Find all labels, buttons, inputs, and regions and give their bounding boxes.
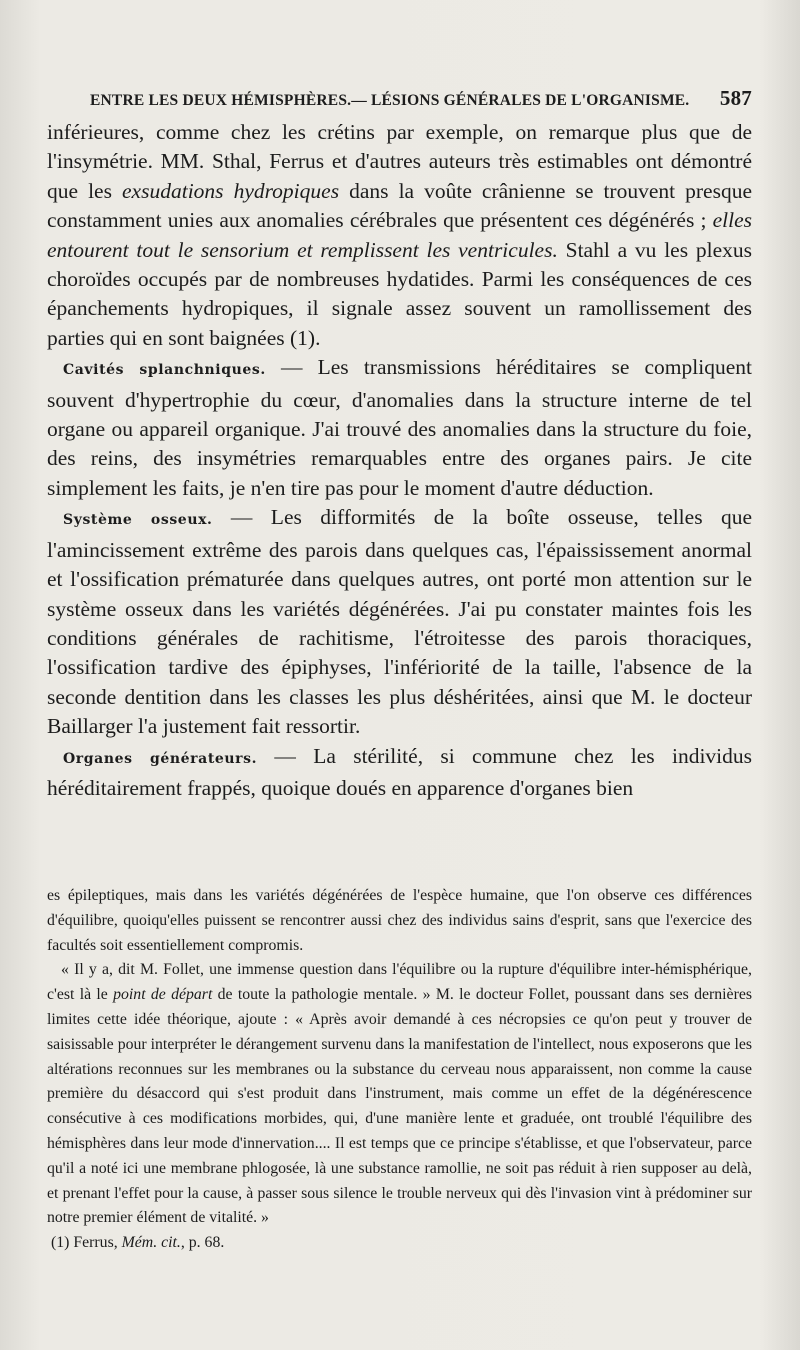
paragraph-systeme-osseux <box>47 503 752 741</box>
page-number: 587 <box>719 86 752 110</box>
page-header <box>90 86 752 111</box>
paragraph-cavites <box>47 353 752 503</box>
text-run: — Les transmissions héréditaires se compliquent souvent d'hypertrophie du cœur, d'anomalies dans la structure interne de tel organe ou appareil organique. J'ai trouvé des anomalies dans la structure du foie, des reins, des insymétries remarquables entre des organes pairs. Je cite simplement les faits, je n'en tire pas pour le moment d'autre déduction. <box>47 355 752 500</box>
section-heading: Système osseux. <box>63 512 213 529</box>
text-run: (1) Ferrus, <box>51 1234 122 1252</box>
italic-phrase: Mém. cit. <box>121 1234 181 1252</box>
text-run: — La stérilité, si commune chez les individus héréditairement frappés, quoique doués en apparence d'organes bien <box>47 743 753 800</box>
italic-phrase: exsudations hydropiques <box>122 178 340 203</box>
text-run: « Il y a, dit M. Follet, une immense question dans l'équilibre ou la rupture d'équilibre inter-hémisphérique, c'est là le <box>47 961 752 1004</box>
footnote-quote <box>47 958 752 1231</box>
running-title: ENTRE LES DEUX HÉMISPHÈRES.— LÉSIONS GÉNÉRALES DE L'ORGANISME. <box>90 92 690 109</box>
text-run: — Les difformités de la boîte osseuse, telles que l'amincissement extrême des parois dans quelques cas, l'épaississement anormal et l'ossification prématurée dans quelques autres, ont porté mon attention sur le système osseux dans les variétés dégénérées. J'ai pu constater maintes fois les conditions générales de rachitisme, l'étroitesse des parois thoraciques, l'ossification tardive des épiphyses, l'infériorité de la taille, l'absence de la seconde dentition dans les classes les plus déshéritées, ainsi que M. le docteur Baillarger l'a justement fait ressortir. <box>47 505 752 739</box>
italic-phrase: point de départ <box>113 986 213 1004</box>
section-heading: Cavités splanchniques. <box>63 362 266 379</box>
footnote-continuation: es épileptiques, mais dans les variétés dégénérées de l'espèce humaine, que l'on observe ces différences d'équilibre, quoiqu'elles puissent se rencontrer aussi chez des individus sains d'esprit, sans que l'exercice des facultés soit essentiellement compromis. <box>47 887 752 954</box>
text-run: Stahl a vu les plexus choroïdes occupés par de nombreuses hydatides. Parmi les conséquences de ces épanchements hydropiques, il signale assez souvent un ramollissement des parties qui en sont baignées (1). <box>47 237 752 350</box>
text-run: dans la voûte crânienne se trouvent presque constamment unies aux anomalies cérébrales que présentent ces dégénérés ; <box>47 178 753 233</box>
text-run: , p. 68. <box>180 1234 225 1252</box>
text-run: de toute la pathologie mentale. » M. le docteur Follet, poussant dans ses dernières limites cette idée théorique, ajoute : « Après avoir demandé à ces nécropsies ce qu'on peut y trouver de saisissable pour interpréter le dérangement survenu dans la manifestation de l'intellect, nous exposerons que les altérations reconnues sur les membranes ou la substance du cerveau nous apparaissent, non comme la cause première du désaccord qui s'est produit dans l'instrument, mais comme un effet de la dégénérescence consécutive à ces modifications morbides, qui, d'une manière lente et graduée, ont troublé l'équilibre des hémisphères dans leur mode d'innervation.... Il est temps que ce principe s'établisse, et que l'observateur, parce qu'il a noté ici une membrane phlogosée, là une substance ramollie, ne soit pas réduit à rien supposer au delà, et prenant l'effet pour la cause, à passer sous silence le trouble nerveux qui dès l'invasion vint à prédominer sur notre premier élément de vitalité. » <box>47 986 752 1227</box>
text-run: inférieures, comme chez les crétins par exemple, on remarque plus que de l'insymétrie. MM. Sthal, Ferrus et d'autres auteurs très estimables ont démontré que les <box>47 120 752 203</box>
paragraph-organes <box>47 742 752 804</box>
footnote-reference <box>47 1231 752 1256</box>
main-text <box>47 118 752 803</box>
italic-phrase: elles entourent tout le sensorium et remplissent les ventricules. <box>47 208 752 262</box>
section-heading: Organes générateurs. <box>63 750 258 767</box>
paragraph <box>47 118 752 353</box>
footnotes <box>47 884 752 1256</box>
